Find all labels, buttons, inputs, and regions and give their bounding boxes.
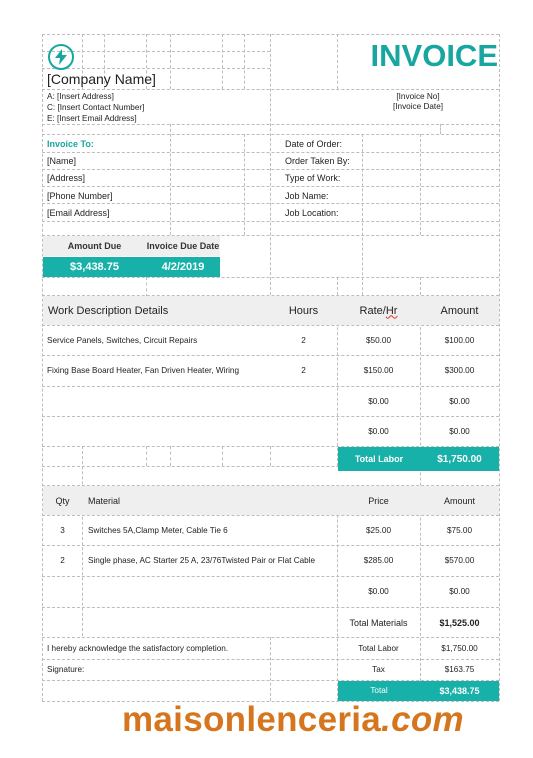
summary-tax-value: $163.75 [444,665,475,674]
materials-amount-header: Amount [443,495,476,506]
labor-row-2-description: Fixing Base Board Heater, Fan Driven Heater, Wiring [47,366,240,375]
labor-row-1-hours: 2 [301,335,306,345]
bill-to-phone: [Phone Number] [47,191,113,201]
labor-row-3-amount: $0.00 [449,396,470,406]
materials-row-2-qty: 2 [60,556,65,565]
materials-row-1-material: Switches 5A,Clamp Meter, Cable Tie 6 [88,525,228,535]
materials-row-1-price: $25.00 [365,525,392,535]
invoice-sheet [42,34,499,701]
labor-row-4-rate: $0.00 [368,426,389,436]
job-location-label: Job Location: [285,208,339,218]
materials-qty-header: Qty [55,495,70,506]
bill-to-email: [Email Address] [47,208,110,218]
labor-description-header: Work Description Details [48,304,169,317]
materials-row-2-amount: $570.00 [444,556,475,565]
labor-row-1-description: Service Panels, Switches, Circuit Repairs [47,335,198,345]
materials-material-header: Material [88,495,121,506]
company-email: E: [Insert Email Address] [47,114,137,123]
watermark-main: maisonlenceria [122,700,382,739]
labor-rate-header: Rate/ Hr [359,304,398,317]
company-name: [Company Name] [47,71,156,87]
labor-row-3-rate: $0.00 [368,396,389,406]
invoice-date: [Invoice Date] [392,102,444,111]
grand-total-label: Total [338,681,420,701]
labor-row-1-amount: $100.00 [444,335,475,345]
labor-row-1-rate: $50.00 [365,335,392,345]
materials-row-1-qty: 3 [60,525,65,535]
order-taken-by-label: Order Taken By: [285,156,350,166]
watermark-suffix: .com [381,700,464,739]
watermark [122,700,522,744]
labor-total-label: Total Labor [338,447,420,471]
materials-row-1-amount: $75.00 [446,525,473,535]
date-of-order-label: Date of Order: [285,139,343,149]
materials-row-2-price: $285.00 [363,556,394,565]
materials-total-value: $1,525.00 [439,617,480,628]
due-date-value: 4/2/2019 [146,257,220,277]
grand-total-value: $3,438.75 [420,681,499,701]
materials-price-header: Price [368,495,389,506]
summary-total-labor-label: Total Labor [358,643,399,653]
acknowledgement-text: I hereby acknowledge the satisfactory completion. [47,643,229,653]
labor-row-4-amount: $0.00 [449,426,470,436]
summary-tax-label: Tax [372,665,385,674]
materials-total-label: Total Materials [349,617,408,628]
invoice-to-label: Invoice To: [47,139,94,149]
materials-row-3-amount: $0.00 [449,587,470,596]
materials-row-3-price: $0.00 [368,587,389,596]
job-name-label: Job Name: [285,191,329,201]
labor-row-2-amount: $300.00 [444,366,475,375]
labor-total-value: $1,750.00 [420,447,499,471]
bill-to-name: [Name] [47,156,77,166]
company-contact: C: [Insert Contact Number] [47,103,145,112]
labor-amount-header: Amount [440,304,479,317]
invoice-title: INVOICE [370,38,498,73]
labor-row-2-hours: 2 [301,366,306,375]
lightning-bolt-icon [48,44,74,70]
summary-total-labor-value: $1,750.00 [441,643,478,653]
invoice-number: [Invoice No] [396,92,440,101]
labor-hours-header: Hours [288,304,319,317]
labor-row-2-rate: $150.00 [363,366,394,375]
bill-to-address: [Address] [47,173,86,183]
due-date-label: Invoice Due Date [146,236,220,256]
amount-due-label: Amount Due [43,236,146,256]
amount-due-value: $3,438.75 [43,257,146,277]
signature-label: Signature: [47,665,85,674]
type-of-work-label: Type of Work: [285,173,341,183]
company-address: A: [Insert Address] [47,92,114,101]
materials-row-2-material: Single phase, AC Starter 25 A, 23/76Twisted Pair or Flat Cable [88,556,316,565]
